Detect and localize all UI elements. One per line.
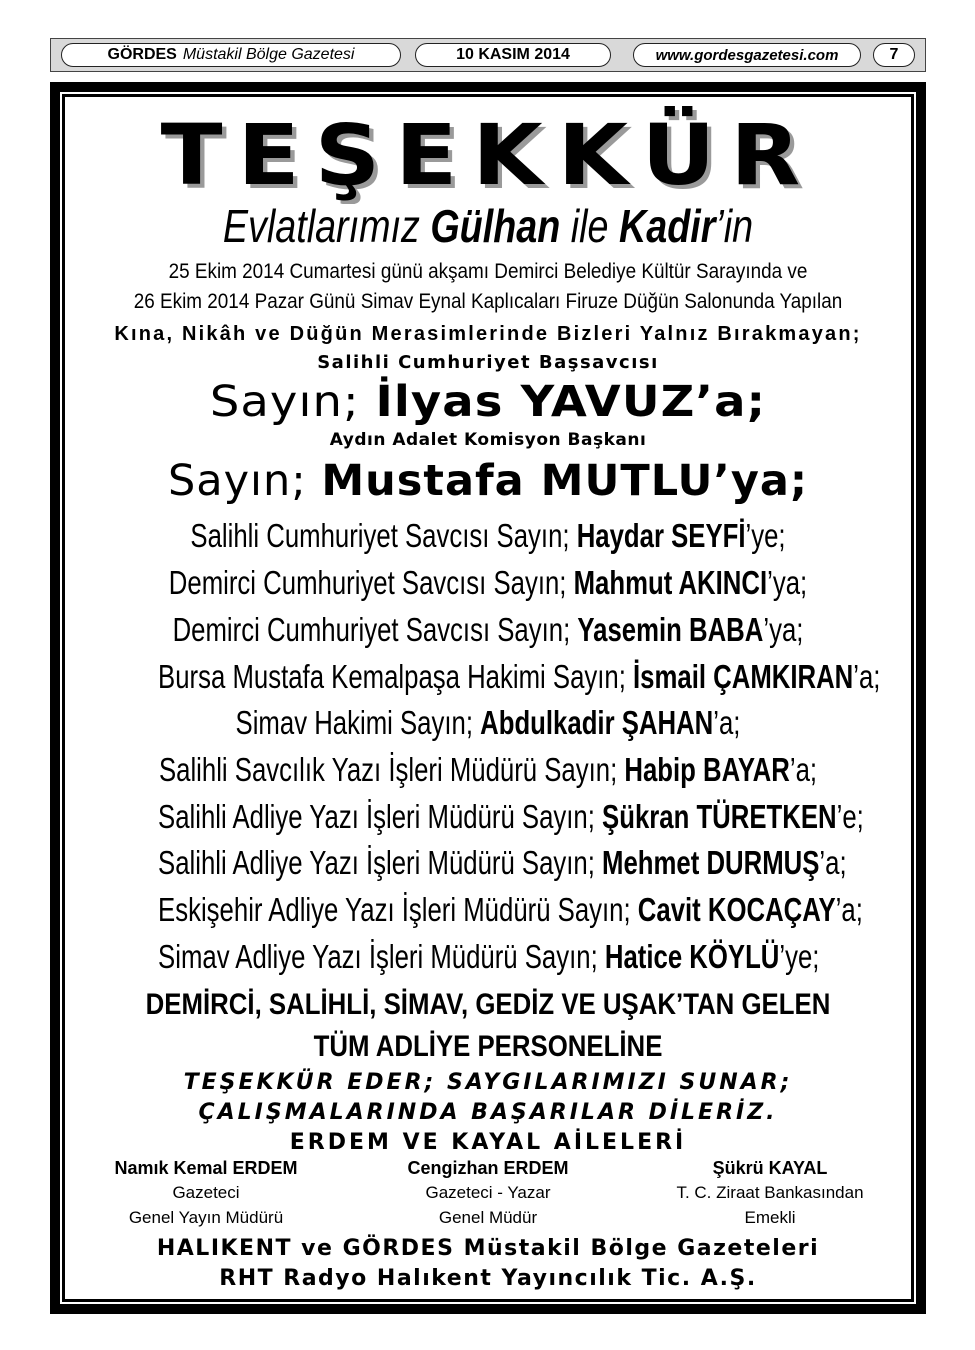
signatory: [629, 1156, 911, 1230]
all-staff-line-2: TÜM ADLİYE PERSONELİNE: [313, 1030, 663, 1063]
thanks-suffix: ’e;: [836, 798, 864, 835]
featured-name: İlyas YAVUZ: [375, 377, 696, 427]
thanks-suffix: ’ye;: [745, 517, 786, 554]
thanks-prefix: Salihli Cumhuriyet Savcısı Sayın;: [190, 517, 577, 554]
newspaper-name-main: GÖRDES: [107, 46, 177, 63]
subtitle-part3: ’in: [715, 200, 754, 252]
newspaper-name-subtitle: Müstakil Bölge Gazetesi: [182, 46, 355, 63]
featured-prefix: Sayın;: [167, 456, 322, 506]
thanks-line: [158, 514, 818, 558]
thanks-prefix: Simav Adliye Yazı İşleri Müdürü Sayın;: [158, 938, 605, 975]
featured-name-line: [65, 455, 911, 507]
subtitle-part1: Evlatlarımız: [222, 200, 431, 252]
thanks-name: Hatice KÖYLÜ: [604, 938, 780, 975]
thanks-name: Mehmet DURMUŞ: [602, 844, 820, 881]
thanks-line: [158, 935, 818, 979]
newspaper-name: [61, 43, 401, 67]
thanks-line: [158, 795, 864, 839]
subtitle-part2: ile: [560, 200, 619, 252]
intro-line-1: 25 Ekim 2014 Cumartesi günü akşamı Demirci Belediye Kültür Sarayında ve: [168, 260, 808, 283]
thanks-name: Yasemin BABA: [577, 611, 764, 648]
signatory-title: Emekli: [744, 1208, 796, 1227]
families-signature: ERDEM VE KAYAL AİLELERİ: [289, 1130, 687, 1155]
thanks-line: [158, 701, 818, 745]
featured-role: Salihli Cumhuriyet Başsavcısı: [317, 352, 659, 373]
thanks-name: Abdulkadir ŞAHAN: [480, 704, 714, 741]
thanks-line: [158, 655, 881, 699]
thanks-prefix: Bursa Mustafa Kemalpaşa Hakimi Sayın;: [158, 658, 634, 695]
featured-suffix: ’a;: [695, 377, 767, 427]
thanks-suffix: ’ya;: [763, 611, 804, 648]
website-link[interactable]: www.gordesgazetesi.com: [633, 43, 861, 67]
featured-role: Aydın Adalet Komisyon Başkanı: [329, 430, 647, 450]
newspaper-header-bar: [50, 38, 926, 72]
thanks-prefix: Salihli Savcılık Yazı İşleri Müdürü Sayın;: [158, 751, 625, 788]
publisher-line-1: HALIKENT ve GÖRDES Müstakil Bölge Gazeteleri: [156, 1236, 820, 1261]
signatory-title: Gazeteci - Yazar: [425, 1183, 551, 1202]
thanks-suffix: ’a;: [713, 704, 741, 741]
closing-line-2: ÇALIŞMALARINDA BAŞARILAR DİLERİZ.: [198, 1100, 778, 1125]
thanks-suffix: ’a;: [789, 751, 818, 788]
signatory-name: Namık Kemal ERDEM: [114, 1158, 298, 1178]
signatory-title: Genel Müdür: [438, 1208, 538, 1227]
all-staff-line-1: DEMİRCİ, SALİHLİ, SİMAV, GEDİZ VE UŞAK’TAN GELEN: [145, 988, 831, 1021]
ad-subtitle: [141, 198, 835, 254]
signatory-title: T. C. Ziraat Bankasından: [676, 1183, 864, 1202]
signatory-title: Gazeteci: [172, 1183, 240, 1202]
thanks-name: Şükran TÜRETKEN: [602, 798, 837, 835]
thanks-prefix: Eskişehir Adliye Yazı İşleri Müdürü Sayın;: [158, 891, 638, 928]
thanks-name: Habip BAYAR: [624, 751, 790, 788]
page-number: 7: [873, 43, 915, 67]
thanks-name: Cavit KOCAÇAY: [637, 891, 836, 928]
closing-line-1: TEŞEKKÜR EDER; SAYGILARIMIZI SUNAR;: [183, 1070, 793, 1095]
intro-line-3: Kına, Nikâh ve Düğün Merasimlerinde Bizleri Yalnız Bırakmayan;: [114, 323, 862, 345]
thanks-suffix: ’a;: [835, 891, 863, 928]
thanks-line: [158, 748, 818, 792]
thanks-prefix: Demirci Cumhuriyet Savcısı Sayın;: [168, 564, 574, 601]
thanks-line: [158, 841, 847, 885]
featured-suffix: ’ya;: [713, 456, 809, 506]
intro-line-2: 26 Ekim 2014 Pazar Günü Simav Eynal Kaplıcaları Firuze Düğün Salonunda Yapılan: [133, 290, 843, 313]
signatory-name: Cengizhan ERDEM: [407, 1158, 569, 1178]
signatory: [347, 1156, 629, 1230]
ad-title: TEŞEKKÜR: [160, 106, 816, 204]
signatory: [65, 1156, 347, 1230]
subtitle-name2: Kadir: [618, 200, 716, 252]
featured-prefix: Sayın;: [209, 377, 376, 427]
thanks-prefix: Demirci Cumhuriyet Savcısı Sayın;: [172, 611, 578, 648]
publisher-line-2: RHT Radyo Halıkent Yayıncılık Tic. A.Ş.: [219, 1266, 757, 1291]
thanks-line: [158, 561, 818, 605]
thanks-suffix: ’a;: [819, 844, 847, 881]
thanks-prefix: Salihli Adliye Yazı İşleri Müdürü Sayın;: [158, 798, 603, 835]
issue-date: 10 KASIM 2014: [415, 43, 611, 67]
thanks-suffix: ’a;: [853, 658, 881, 695]
thanks-name: Mahmut AKINCI: [573, 564, 768, 601]
thanks-line: [158, 888, 863, 932]
thanks-suffix: ’ya;: [767, 564, 808, 601]
thanks-suffix: ’ye;: [779, 938, 820, 975]
thanks-line: [158, 608, 818, 652]
featured-name-line: [31, 376, 945, 428]
featured-name: Mustafa MUTLU: [321, 456, 714, 506]
thanks-name: Haydar SEYFİ: [576, 517, 746, 554]
thanks-name: İsmail ÇAMKIRAN: [633, 658, 854, 695]
thanks-prefix: Salihli Adliye Yazı İşleri Müdürü Sayın;: [158, 844, 603, 881]
signatory-title: Genel Yayın Müdürü: [128, 1208, 284, 1227]
signatory-name: Şükrü KAYAL: [712, 1158, 828, 1178]
thanks-prefix: Simav Hakimi Sayın;: [235, 704, 481, 741]
subtitle-name1: Gülhan: [430, 200, 561, 252]
